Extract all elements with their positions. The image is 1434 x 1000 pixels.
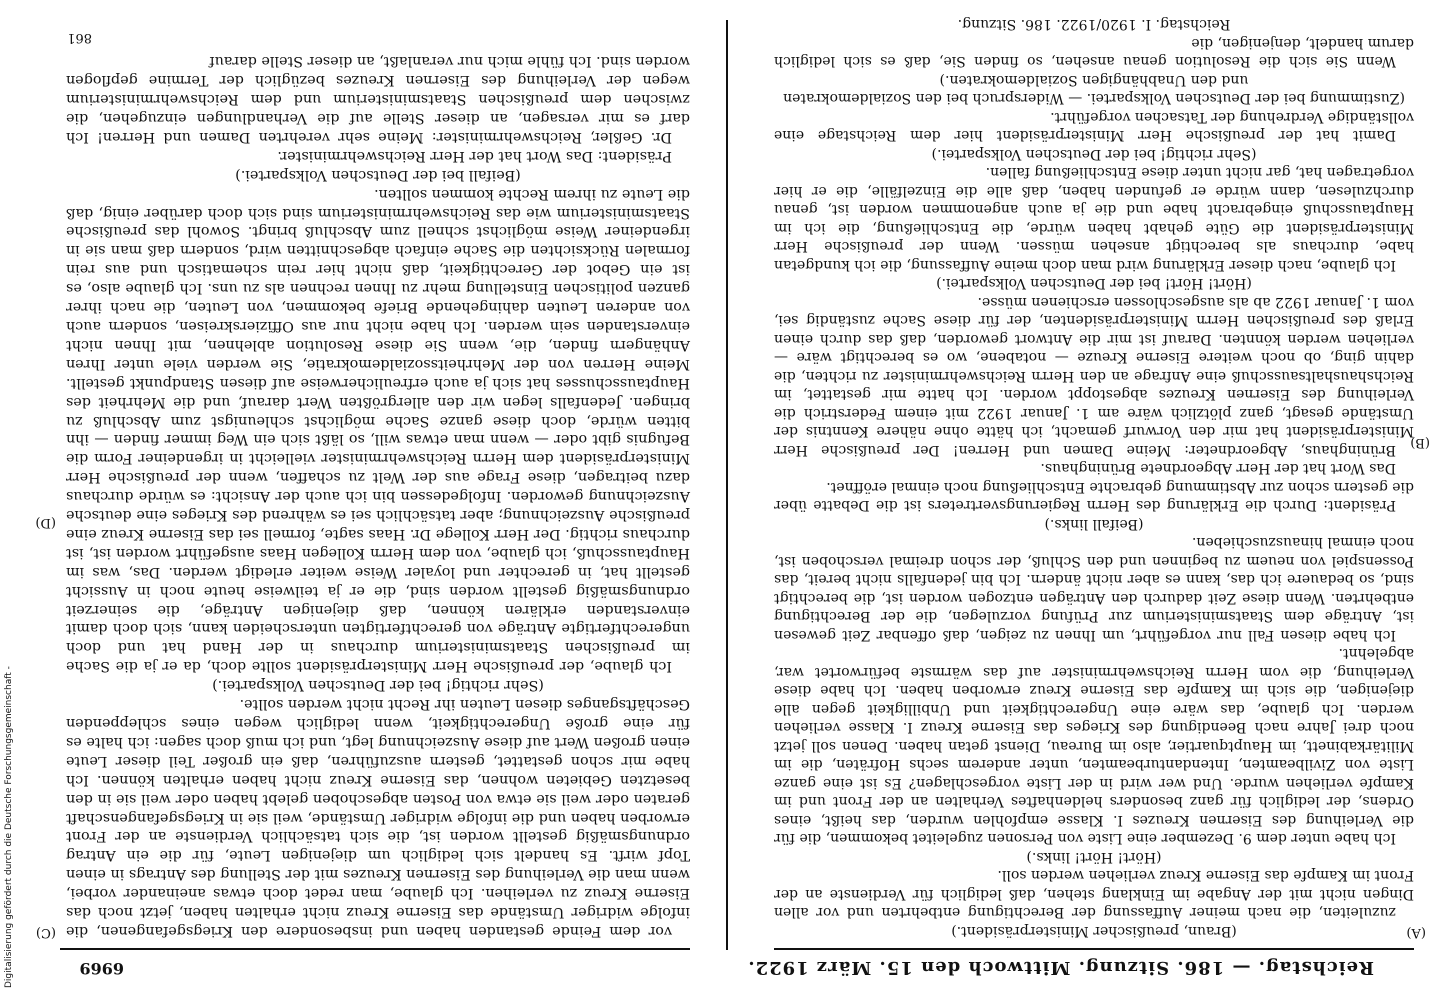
- paragraph: Ich habe diesen Fall nur vorgeführt, um Ihnen zu zeigen, daß offenbar Zeit gewesen ist, Anträge dem Staatsministerium zur Prüfung vorzulegen, die der Berechtigung entbehrten. Wenn diese Zeit dadurch den Anträgen entzogen worden ist, die berechtigt sind, so bedauere ich das, kann es aber nicht ändern. Ich bin jedenfalls nicht bereit, das Possenspiel von neuem zu beginnen und den Schluß, der schon dreimal verschoben ist, noch einmal hinauszuschieben.: [774, 534, 1414, 643]
- right-column: [66, 51, 690, 940]
- paragraph: zuzuleiten, die nach meiner Auffassung der Berechtigung entbehrten und vor allen Dingen nicht mit der Angabe im Einklang stehen, daß lediglich für Verdienste an der Front im Kampfe das Eiserne Kreuz verliehen werden soll.: [774, 867, 1414, 921]
- margin-marker-a: (A): [1406, 925, 1426, 940]
- header-rule-left: [774, 948, 1414, 950]
- page-header: Reichstag. — 186. Sitzung. Mittwoch den 15. März 1922.: [747, 957, 1374, 978]
- paragraph: (Hört! Hört! links.): [1026, 849, 1162, 865]
- paragraph: (Beifall links.): [1044, 516, 1144, 532]
- margin-marker-d: (D): [35, 515, 56, 530]
- paragraph: Dr. Geßler, Reichswehrminister: Meine sehr verehrten Damen und Herren! Ich darf es mir versagen, an dieser Stelle auf die Verhandlungen einzugehen, die zwischen dem preußischen Staatsministerium und dem Reichswehrministerium wegen der Verleihung des Eisernen Kreuzes bezüglich der Termine gepflogen worden sind. Ich fühle mich nur veranlaßt, an dieser Stelle darauf: [66, 53, 690, 145]
- left-column: [774, 15, 1414, 940]
- paragraph: vor dem Feinde gestanden haben und insbesondere den Kriegsgefangenen, die infolge widriger Umstände das Eiserne Kreuz nicht erhalten haben, jetzt noch das Eiserne Kreuz zu verleihen. Ich glaube, man redet doch etwas aneinander vorbei, wenn man die Verleihung des Eisernen Kreuzes mit der Stellung des Antrags in einen Topf wirft. Es handelt sich lediglich um diejenigen Leute, für die ein Antrag ordnungsmäßig gestellt worden ist, die sich tatsächlich Verdienste an der Front erworben haben und die infolge widriger Umstände, weil sie in Kriegsgefangenschaft geraten oder weil sie etwa von Posten abgeschoben gelebt haben oder weil sie in den besetzten Gebieten wohnen, das Eiserne Kreuz nicht haben erhalten können. Ich habe mir schon gestattet, gestern auszuführen, daß ein großer Teil dieser Leute einen großen Wert auf diese Auszeichnung legt, und ich muß doch sagen: ich halte es für eine große Ungerechtigkeit, wenn lediglich wegen eines schleppenden Geschäftsganges diesen Leuten ihr Recht nicht werden sollte.: [66, 696, 690, 939]
- column-footer: Reichstag. I. 1920/1922. 186. Sitzung.: [957, 16, 1231, 33]
- margin-marker-b: (B): [1410, 435, 1430, 450]
- paragraph: Ich glaube, der preußische Herr Ministerpräsident sollte doch, da er ja die Sache im preußischen Staatsministerium durchaus in der Hand hat und doch ungerechtfertigte Anträge von gerechtfertigten unterscheiden kann, sich doch damit einverstanden erklären können, daß diejenigen Anträge, die seinerzeit ordnungsmäßig gestellt worden sind, die er ja teilweise heute noch in Aussicht gestellt hat, in gerechter und loyaler Weise weiter erledigt werden. Das, was im Hauptausschuß, ich glaube, von dem Herrn Kollegen Haas ausgeführt worden ist, ist durchaus richtig. Der Herr Kollege Dr. Haas sagte, formell sei das Eiserne Kreuz eine preußische Auszeichnung; aber tatsächlich sei es während des Krieges eine deutsche Auszeichnung geworden. Infolgedessen bin ich auch der Ansicht: es würde durchaus dazu beitragen, diese Frage aus der Welt zu schaffen, wenn der preußische Herr Ministerpräsident dem Herrn Reichswehrminister vielleicht in irgendeiner Form die Befugnis gibt oder — wenn man etwas will, so läßt sich ein Weg immer finden — ihn bitten würde, doch diese ganze Sache möglichst schleunigst zum Abschluß zu bringen. Jedenfalls legen wir den allergrößten Wert darauf, und die Mehrheit des Hauptausschusses hat sich ja auch erfreulicherweise auf diesen Standpunkt gestellt. Meine Herren von der Mehrheitssozialdemokratie, Sie werden viele unter Ihren Anhängern finden, die, wenn Sie diese Resolution ablehnen, mit Ihnen nicht einverstanden sein werden. Ich habe nicht nur aus Offizierskreisen, sondern auch von anderen Leuten dahingehende Briefe bekommen, von Leuten, die nach ihrer ganzen politischen Einstellung mehr zu Ihnen rechnen als zu uns. Ich glaube also, es ist ein Gebot der Gerechtigkeit, daß nicht hier rein schematisch und aus rein formalen Rücksichten die Sache einfach abgeschnitten wird, sondern daß man sie in irgendeiner Weise möglichst schnell zum Abschluß bringt. Sowohl das preußische Staatsministerium wie das Reichswehrministerium sind sich doch darüber einig, daß die Leute zu ihrem Rechte kommen sollten.: [66, 185, 690, 675]
- paragraph: (Sehr richtig! bei der Deutschen Volkspartei.): [931, 146, 1257, 162]
- paragraph: Präsident: Durch die Erklärung des Herrn Regierungsvertreters ist die Debatte über die gestern schon zur Abstimmung gebrachte Entschließung noch einmal eröffnet.: [774, 479, 1414, 514]
- paragraph: Brüninghaus, Abgeordneter: Meine Damen und Herren! Der preußische Herr Ministerpräsident hat mir den Vorwurf gemacht, ich hätte ohne nähere Kenntnis der Umstände gesagt, ganz plötzlich wäre am 1. Januar 1922 mit einem Federstrich die Verleihung des Eisernen Kreuzes abgestoppt worden. Ich hatte mir gestattet, im Reichshaushaltsausschuß eine Anfrage an den Herrn Reichswehrminister zu richten, die dahin ging, ob noch weitere Eiserne Kreuze — notabene, wo es berechtigt wäre — verliehen werden könnten. Darauf ist mir die Antwort geworden, daß das durch einen Erlaß des preußischen Herrn Ministerpräsidenten, der für diese Sache zuständig sei, vom 1. Januar 1922 ab als ausgeschlossen erschienen müsse.: [774, 294, 1414, 458]
- digitization-caption-text: Digitalisierung gefördert durch die Deutsche Forschungsgemeinschaft -: [4, 666, 14, 988]
- page-footer-number: 861: [67, 30, 92, 45]
- column-divider: [726, 20, 728, 950]
- paragraph: Wenn Sie sich die Resolution genau ansehen, so finden Sie, daß es sich lediglich darum handelt, denjenigen, die: [774, 35, 1414, 70]
- paragraph: Präsident: Das Wort hat der Herr Reichswehrminister.: [277, 147, 672, 164]
- digitization-caption: [2, 12, 16, 988]
- paragraph: Ich habe unter dem 9. Dezember eine Liste von Personen zugeleitet bekommen, die für die Verleihung des Eisernen Kreuzes I. Klasse empfohlen wurden, das heißt, eines Ordens, der lediglich für ganz besonders heldenhaftes Verhalten an der Front und im Kampfe verliehen wurde. Und wer wird in der Liste vorgeschlagen? Es ist eine ganze Liste von Zivilbeamten, Intendanturbeamten, unter anderem sechs Hofräten, die im Militärkabinett, im Hauptquartier, also im Bureau, Dienst getan haben. Denen soll jetzt noch drei Jahre nach Beendigung des Krieges das Eiserne Kreuz I. Klasse verliehen werden. Ich glaube, das wäre eine Ungerechtigkeit und Unbilligkeit gegen alle diejenigen, die sich im Kampfe das Eiserne Kreuz erworben haben. Ich habe diese Verleihung, die vom Herrn Reichswehrminister auf das wärmste befürwortet war, abgelehnt.: [774, 645, 1414, 847]
- paragraph: (Braun, preußischer Ministerpräsident.): [951, 923, 1237, 939]
- paragraph: Damit hat der preußische Herr Ministerpräsident hier dem Reichstage eine vollständige Verdrehung der Tatsachen vorgeführt.: [774, 109, 1414, 144]
- paragraph: (Beifall bei der Deutschen Volkspartei.): [235, 166, 521, 183]
- paragraph: (Zustimmung bei der Deutschen Volkspartei. — Widerspruch bei den Sozialdemokraten und den Unabhängigen Sozialdemokraten.): [783, 72, 1405, 107]
- margin-marker-c: (C): [35, 925, 56, 940]
- header-rule-right: [60, 948, 690, 950]
- paragraph: Ich glaube, nach dieser Erklärung wird man doch meine Auffassung, die ich kundgetan habe, durchaus als berechtigt ansehen müssen. Wenn der preußische Herr Ministerpräsident die Güte gehabt haben würde, die Entschließung, die ich im Hauptausschuß eingebracht habe und die ja auch angenommen worden ist, genau durchzulesen, dann würde er gefunden haben, daß alle die Einzelfälle, die er hier vorgetragen hat, gar nicht unter diese Entschließung fallen.: [774, 164, 1414, 273]
- paragraph: (Hört! Hört! bei der Deutschen Volkspartei.): [936, 275, 1252, 292]
- paragraph: Das Wort hat der Herr Abgeordnete Brüninghaus.: [1040, 460, 1396, 477]
- paragraph: (Sehr richtig! bei der Deutschen Volkspartei.): [212, 677, 544, 694]
- page-number: 6969: [79, 959, 124, 978]
